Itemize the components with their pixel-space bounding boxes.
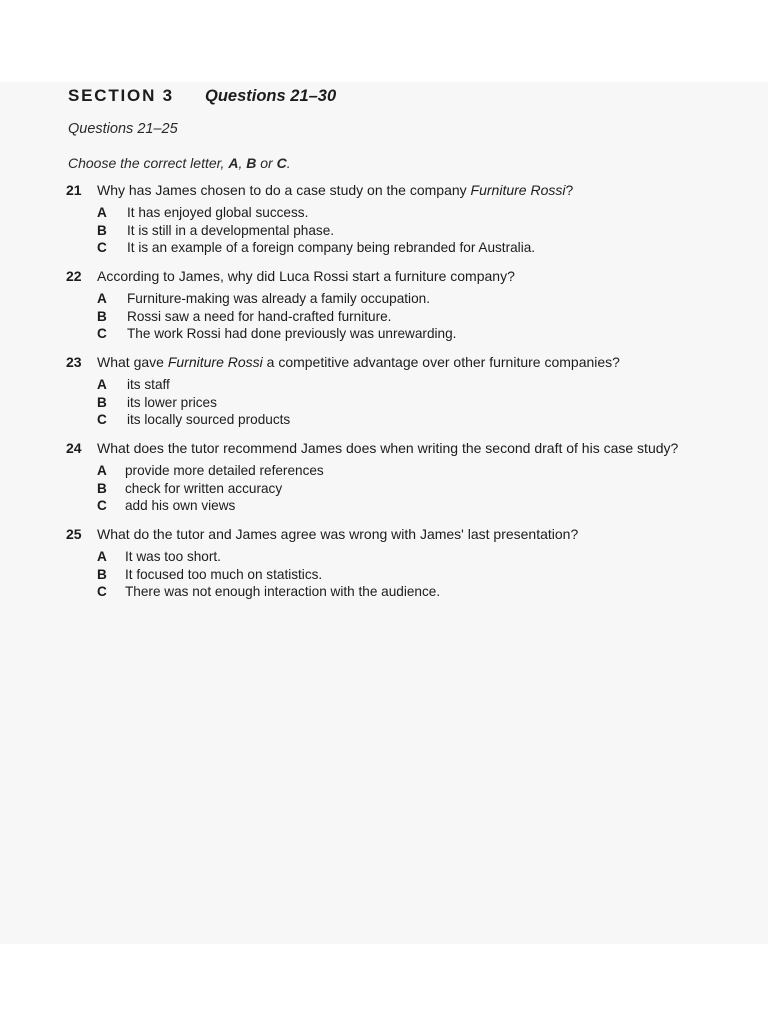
option-list [97, 462, 726, 515]
option-c [97, 497, 726, 515]
option-b [97, 222, 726, 240]
question-text-before: Why has James chosen to do a case study on the company [97, 182, 471, 198]
instruction-letter-b: B [246, 155, 257, 171]
question-stem [66, 268, 726, 284]
question-25 [66, 526, 726, 601]
option-a [97, 376, 726, 394]
option-text: its lower prices [127, 394, 217, 410]
option-list [97, 548, 726, 601]
option-list [97, 290, 726, 343]
question-number: 21 [66, 182, 82, 198]
instruction-prefix: Choose the correct letter, [68, 155, 229, 171]
question-text-before: According to James, why did Luca Rossi start a furniture company? [97, 268, 515, 284]
question-number: 23 [66, 354, 82, 370]
option-b [97, 308, 726, 326]
option-a [97, 462, 726, 480]
option-c [97, 239, 726, 257]
question-number: 22 [66, 268, 82, 284]
option-letter: C [97, 412, 107, 427]
question-text-italic: Furniture Rossi [167, 354, 263, 370]
question-21 [66, 182, 726, 257]
question-23 [66, 354, 726, 429]
instruction [68, 155, 291, 171]
section-header [68, 86, 336, 106]
instruction-letter-c: C [276, 155, 287, 171]
option-letter: C [97, 326, 107, 341]
question-text-before: What do the tutor and James agree was wrong with James' last presentation? [97, 526, 579, 542]
question-text-after: ? [565, 182, 574, 198]
option-letter: A [97, 291, 107, 306]
option-a [97, 548, 726, 566]
option-letter: C [97, 584, 107, 599]
option-letter: A [97, 549, 107, 564]
option-b [97, 566, 726, 584]
question-text [97, 354, 620, 370]
option-c [97, 583, 726, 601]
question-22 [66, 268, 726, 343]
question-text [97, 440, 678, 456]
question-text [97, 268, 515, 284]
subheading: Questions 21–25 [68, 121, 178, 137]
option-letter: B [97, 566, 107, 582]
instruction-sep-2: or [256, 155, 277, 171]
question-text-after: a competitive advantage over other furniture companies? [262, 354, 620, 370]
option-text: Furniture-making was already a family occupation. [127, 291, 430, 306]
question-stem [66, 526, 726, 542]
instruction-suffix: . [286, 155, 291, 171]
option-text: check for written accuracy [125, 480, 283, 496]
option-text: The work Rossi had done previously was unrewarding. [127, 326, 457, 341]
option-b [97, 394, 726, 412]
option-letter: B [97, 222, 107, 238]
option-text: It has enjoyed global success. [127, 205, 309, 220]
option-text: add his own views [125, 498, 236, 513]
question-stem [66, 440, 726, 456]
option-letter: A [97, 463, 107, 478]
option-letter: C [97, 498, 107, 513]
questions-range: Questions 21–30 [205, 87, 337, 105]
option-letter: C [97, 240, 107, 255]
option-c [97, 411, 726, 429]
option-letter: B [97, 308, 107, 324]
option-c [97, 325, 726, 343]
option-letter: B [97, 480, 107, 496]
option-text: It was too short. [125, 549, 221, 564]
instruction-letter-a: A [228, 155, 239, 171]
option-list [97, 204, 726, 257]
question-text [97, 182, 573, 198]
section-label: SECTION 3 [68, 86, 174, 105]
option-text: It focused too much on statistics. [125, 566, 323, 582]
question-text [97, 526, 578, 542]
option-text: its staff [127, 377, 170, 392]
option-a [97, 204, 726, 222]
option-list [97, 376, 726, 429]
option-text: Rossi saw a need for hand-crafted furniture. [127, 308, 392, 324]
option-text: There was not enough interaction with the audience. [125, 584, 441, 599]
instruction-sep-1: , [238, 155, 247, 171]
question-text-before: What does the tutor recommend James does when writing the second draft of his case study? [97, 440, 679, 456]
question-stem [66, 182, 726, 198]
question-24 [66, 440, 726, 515]
question-stem [66, 354, 726, 370]
option-letter: A [97, 205, 107, 220]
option-text: It is still in a developmental phase. [127, 222, 335, 238]
question-text-before: What gave [97, 354, 168, 370]
option-text: It is an example of a foreign company being rebranded for Australia. [127, 240, 536, 255]
question-number: 24 [66, 440, 82, 456]
question-number: 25 [66, 526, 82, 542]
option-text: provide more detailed references [125, 463, 324, 478]
option-text: its locally sourced products [127, 412, 291, 427]
option-a [97, 290, 726, 308]
question-text-italic: Furniture Rossi [470, 182, 566, 198]
option-letter: A [97, 377, 107, 392]
option-letter: B [97, 394, 107, 410]
option-b [97, 480, 726, 498]
